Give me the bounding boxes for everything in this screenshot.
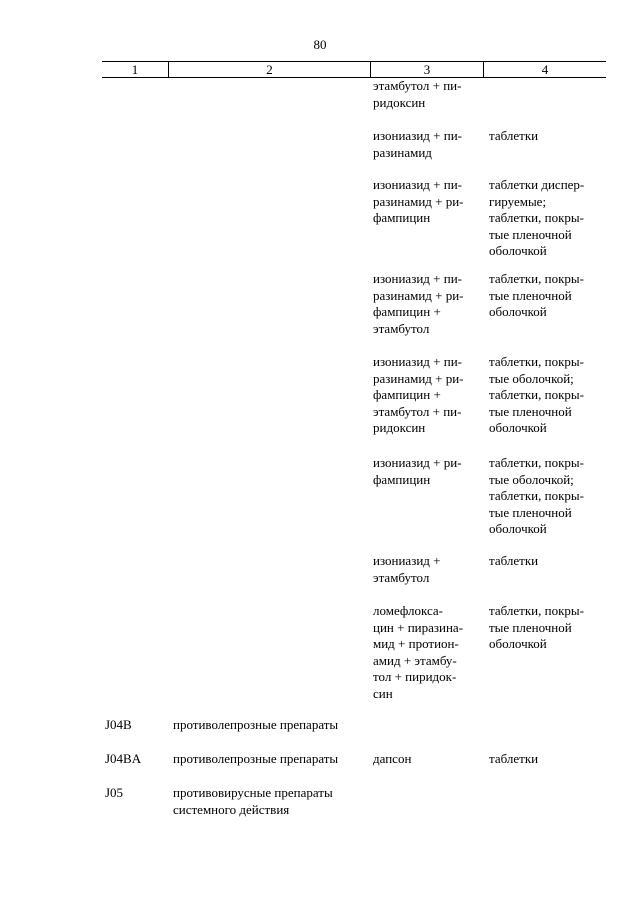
dosage-form-cell [489,177,600,260]
drug-name-cell-line: изониазид + пи- [373,128,462,143]
header-column-2: 2 [168,62,370,77]
dosage-form-cell-line: оболочкой [489,243,547,258]
drug-name-cell [373,751,477,768]
dosage-form-cell-line: тые оболочкой; [489,370,574,386]
drug-name-cell-line: тол + пиридок- [373,669,457,684]
drug-name-cell-line: фампицин [373,471,431,487]
drug-name-cell-line: этамбутол + пи- [373,78,462,93]
dosage-form-cell-line: таблетки, покры- [489,488,584,503]
dosage-form-cell-line: оболочкой [489,636,547,651]
drug-name-cell-line: изониазид + пи- [373,354,462,369]
dosage-form-cell-line: таблетки, покры- [489,271,584,286]
header-column-3: 3 [370,62,483,77]
atc-code-cell: J05 [105,785,124,800]
dosage-form-cell-line: таблетки [489,553,539,568]
group-name-cell-line: системного действия [173,801,290,817]
drug-name-cell-line: этамбутол [373,320,430,336]
drug-name-cell [373,78,477,111]
drug-name-cell-line: изониазид + ри- [373,455,462,470]
dosage-form-cell-line: тые пленочной [489,403,572,419]
dosage-form-cell-line: таблетки, покры- [489,210,584,225]
drug-name-cell-line: син [373,685,393,701]
atc-code-cell: J04BA [105,751,142,766]
drug-name-cell-line: разинамид + ри- [373,370,464,386]
group-name-cell-line: противолепрозные препараты [173,717,339,732]
dosage-form-cell [489,455,600,538]
drug-name-cell-line: этамбутол + пи- [373,403,462,419]
atc-code-cell: J04B [105,717,132,732]
dosage-form-cell-line: оболочкой [489,304,547,319]
dosage-form-cell-line: оболочкой [489,521,547,536]
dosage-form-cell-line: таблетки, покры- [489,387,584,402]
drug-name-cell-line: фампицин [373,210,431,225]
group-name-cell [173,785,361,818]
dosage-form-cell-line: тые оболочкой; [489,471,574,487]
drug-name-cell [373,271,477,337]
dosage-form-cell [489,603,600,653]
dosage-form-cell-line: гируемые; [489,193,547,209]
header-column-1: 1 [131,62,139,77]
group-name-cell-line: противолепрозные препараты [173,751,339,766]
drug-name-cell-line: этамбутол [373,569,430,585]
dosage-form-cell-line: тые пленочной [489,226,572,242]
group-name-cell [173,751,361,768]
dosage-form-cell-line: таблетки, покры- [489,455,584,470]
drug-name-cell-line: фампицин + [373,387,441,402]
dosage-form-cell-line: тые пленочной [489,287,572,303]
header-column-4: 4 [483,62,606,77]
drug-name-cell [373,455,477,488]
drug-name-cell [373,553,477,586]
dosage-form-cell [489,271,600,321]
drug-name-cell [373,177,477,227]
dosage-form-cell-line: тые пленочной [489,619,572,635]
drug-name-cell-line: цин + пиразина- [373,619,464,635]
dosage-form-cell-line: оболочкой [489,420,547,435]
dosage-form-cell-line: тые пленочной [489,504,572,520]
drug-name-cell [373,128,477,161]
drug-name-cell-line: фампицин + [373,304,441,319]
page-number: 80 [313,37,327,52]
dosage-form-cell-line: таблетки, покры- [489,354,584,369]
group-name-cell-line: противовирусные препараты [173,785,333,800]
dosage-form-cell [489,751,600,768]
dosage-form-cell-line: таблетки диспер- [489,177,585,192]
drug-name-cell-line: ридоксин [373,420,426,435]
dosage-form-cell-line: таблетки [489,128,539,143]
drug-name-cell-line: мид + протион- [373,636,459,651]
drug-name-cell-line: изониазид + пи- [373,271,462,286]
drug-name-cell [373,603,477,702]
dosage-form-cell-line: таблетки [489,751,539,766]
drug-name-cell-line: ридоксин [373,94,426,110]
dosage-form-cell [489,128,600,145]
drug-name-cell [373,354,477,437]
drug-name-cell-line: изониазид + пи- [373,177,462,192]
drug-name-cell-line: изониазид + [373,553,441,568]
group-name-cell [173,717,361,734]
drug-name-cell-line: амид + этамбу- [373,652,457,668]
dosage-form-cell-line: таблетки, покры- [489,603,584,618]
drug-name-cell-line: ломефлокса- [373,603,444,618]
dosage-form-cell [489,354,600,437]
drug-name-cell-line: разинамид + ри- [373,193,464,209]
table-header-row [102,61,606,78]
drug-name-cell-line: разинамид [373,144,432,160]
dosage-form-cell [489,553,600,570]
drug-name-cell-line: разинамид + ри- [373,287,464,303]
drug-name-cell-line: дапсон [373,751,412,766]
